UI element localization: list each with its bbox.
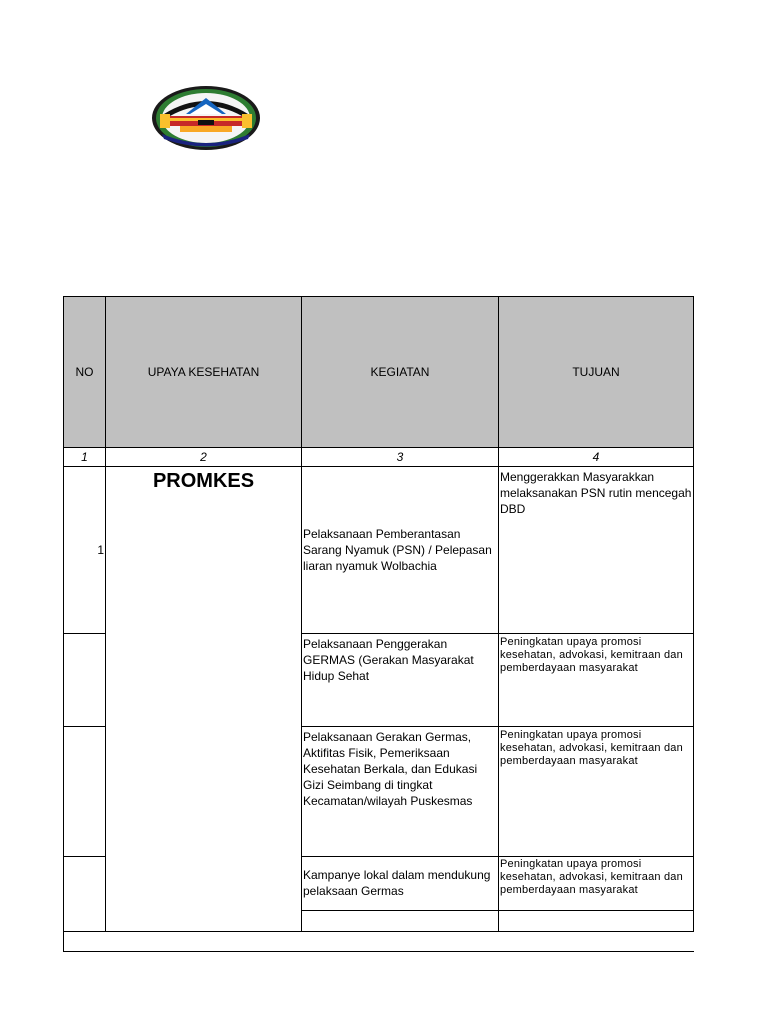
header-no-label: NO bbox=[75, 365, 94, 379]
regency-logo bbox=[150, 84, 262, 152]
row-2-no bbox=[63, 633, 106, 727]
row-1-no bbox=[63, 466, 106, 634]
header-upaya-kesehatan bbox=[105, 296, 302, 448]
table-footer-row bbox=[63, 931, 694, 952]
row-1-kegiatan bbox=[301, 466, 499, 634]
regency-emblem-icon bbox=[150, 84, 262, 152]
row-5-kegiatan bbox=[301, 910, 499, 932]
row-4-kegiatan: Kampanye lokal dalam mendukung pelaksaan Germas bbox=[301, 856, 499, 911]
program-table bbox=[63, 296, 694, 952]
row-1-tujuan: Menggerakkan Masyarakkan melaksanakan PSN rutin mencegah DBD bbox=[498, 466, 694, 634]
header-kegiatan bbox=[301, 296, 499, 448]
column-number-4: 4 bbox=[498, 447, 694, 467]
header-tujuan-label: TUJUAN bbox=[572, 365, 620, 379]
header-tujuan bbox=[498, 296, 694, 448]
row-1-kegiatan-text: Pelaksanaan Pemberantasan Sarang Nyamuk (PSN) / Pelepasan liaran nyamuk Wolbachia bbox=[303, 527, 492, 573]
row-4-no bbox=[63, 856, 106, 932]
header-no bbox=[63, 296, 106, 448]
row-4-tujuan: Peningkatan upaya promosi kesehatan, advokasi, kemitraan dan pemberdayaan masyarakat bbox=[498, 856, 694, 911]
column-number-3: 3 bbox=[301, 447, 499, 467]
column-number-1: 1 bbox=[63, 447, 106, 467]
section-promkes: PROMKES bbox=[105, 466, 302, 932]
row-5-tujuan bbox=[498, 910, 694, 932]
row-3-no bbox=[63, 726, 106, 857]
row-1-no-value: 1 bbox=[97, 543, 104, 557]
header-upaya-label: UPAYA KESEHATAN bbox=[147, 365, 260, 379]
row-3-tujuan: Peningkatan upaya promosi kesehatan, advokasi, kemitraan dan pemberdayaan masyarakat bbox=[498, 726, 694, 857]
row-2-kegiatan: Pelaksanaan Penggerakan GERMAS (Gerakan Masyarakat Hidup Sehat bbox=[301, 633, 499, 727]
row-3-kegiatan: Pelaksanaan Gerakan Germas, Aktifitas Fisik, Pemeriksaan Kesehatan Berkala, dan Edukasi Gizi Seimbang di tingkat Kecamatan/wilayah Puskesmas bbox=[301, 726, 499, 857]
column-number-2: 2 bbox=[105, 447, 302, 467]
header-kegiatan-label: KEGIATAN bbox=[370, 365, 430, 379]
row-2-tujuan: Peningkatan upaya promosi kesehatan, advokasi, kemitraan dan pemberdayaan masyarakat bbox=[498, 633, 694, 727]
